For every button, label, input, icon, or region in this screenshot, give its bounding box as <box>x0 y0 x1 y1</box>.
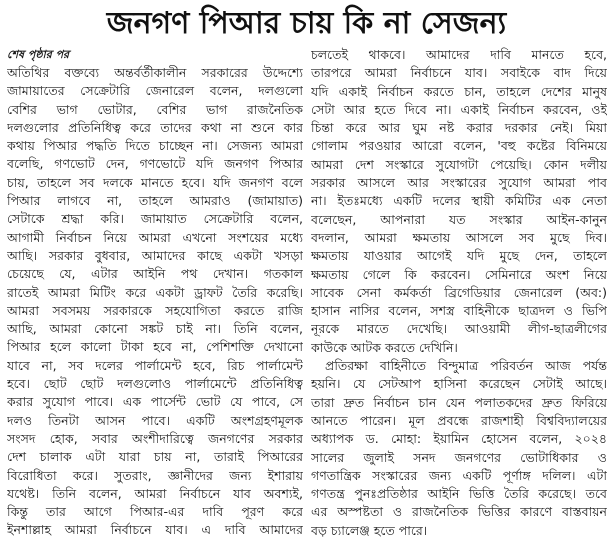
article-text-line: কিন্তু তার আগে পিআর-এর দাবি পূরণ করে <box>7 504 303 520</box>
article-text-line: সালের জুলাই সনদ জনগণের ভোটাধিকার ও <box>311 449 607 465</box>
article-text-line: দলও তিনটা আসন পাবে। একটি অংশগ্রহণমূলক <box>7 412 303 428</box>
article-text-line: চেয়েছে যে, এটার আইনি পথ দেখান। গতকাল <box>7 266 303 282</box>
article-text-line: সেটা আর হতে দিবে না। একাই নির্বাচন করবেন, ওই <box>311 101 607 117</box>
article-column-right <box>311 46 607 540</box>
article-column-left <box>7 46 303 540</box>
article-text-line: এর অস্পষ্টতা ও রাজনৈতিক ভিত্তির কারণে বাস্তবায়ন <box>311 504 607 520</box>
article-text-line: করার সুযোগ পাবে। এক পার্সেন্ট ভোট যে পাবে, সে <box>7 394 303 410</box>
article-text-line: আনতে পারেন। মূল প্রবন্ধে রাজশাহী বিশ্ববিদ্যালয়ের <box>311 412 607 428</box>
article-text-line: নূরকে মারতে দেখেছি। আওয়ামী লীগ-ছাত্রলীগের <box>311 321 607 337</box>
article-text-line: যাবে না, সব দলের পার্লামেন্ট হবে, রিচ পার্লামেন্ট <box>7 357 303 373</box>
article-text-line: বদলান, আমরা ক্ষমতায় আসলে সব মুছে দিব। <box>311 229 607 245</box>
article-text-line: ইনশাল্লাহ আমরা নির্বাচনে যাব। এ দাবি আমাদের <box>7 522 303 538</box>
article-text-line: সেটাকে শ্রদ্ধা করি। জামায়াত সেক্রেটারি বলেন, <box>7 211 303 227</box>
article-text-line: বেশির ভাগ ভোটার, বেশির ভাগ রাজনৈতিক <box>7 101 303 117</box>
article-text-line: চলতেই থাকবে। আমাদের দাবি মানতে হবে, <box>311 47 607 62</box>
article-text-line: কাউকে আটক করতে দেখিনি। <box>311 339 458 355</box>
article-text-line: গণতান্ত্রিক সংস্কারের জন্য একটি পূর্ণাঙ্গ দলিল। এটা <box>311 467 607 483</box>
article-text-line: আগামী নির্বাচন নিয়ে আমরা এখনো সংশয়ের মধ্যে <box>7 229 303 245</box>
article-text-line: অধ্যাপক ড. মোহা: ইয়ামিন হোসেন বলেন, ২০২৪ <box>311 431 607 447</box>
article-text-line: আমরা সবসময় সরকারকে সহযোগিতা করতে রাজি <box>7 302 303 318</box>
article-text-line: চায়, তাহলে সব দলকে মানতে হবে। যদি জনগণ বলে <box>7 174 303 190</box>
article-text-line: বিরোধিতা করে। সুতরাং, জ্ঞানীদের জন্য ইশারায় <box>7 467 303 483</box>
article-text-line: হয়নি। যে সেটআপ হাসিনা করেছেন সেটাই আছে। <box>311 376 607 392</box>
article-text-line: রাতেই আমরা মিটিং করে একটা ড্রাফট তৈরি করেছি। <box>7 284 303 300</box>
article-text-line: কথায় পিআর পদ্ধতি দিতে চাচ্ছেন না। সেজন্য আমরা <box>7 138 303 154</box>
article-text-line: সরকার আসলে আর সংস্কারের সুযোগ আমরা পাব <box>311 175 607 191</box>
continued-from-label: শেষ পৃষ্ঠার পর <box>7 48 70 61</box>
article-text-line: অতিথির বক্তব্যে অন্তর্বর্তীকালীন সরকারের উদ্দেশ্যে <box>7 65 303 80</box>
article-text-line: হাসান নাসির বলেন, সশস্ত্র বাহিনীকে ছাত্রদল ও ভিপি <box>311 303 607 319</box>
article-text-line: আছি। সরকার বুধবার, আমাদের কাছে একটা খসড়া <box>7 247 303 263</box>
article-text-line: ক্ষমতায় গেলে কি করবেন। সেমিনারে অংশ নিয়ে <box>311 266 607 282</box>
article-text-line: প্রতিরক্ষা বাহিনীতে বিন্দুমাত্র পরিবর্তন আজ পর্যন্ত <box>325 358 607 374</box>
article-text-line: পিআর হলে কালো টাকা হবে না, পেশিশক্তি দেখানো <box>7 339 303 355</box>
article-text-line: আছি, আমরা কোনো সঙ্কট চাই না। তিনি বলেন, <box>7 321 303 337</box>
article-text-line: বলেছেন, আপনারা যত সংস্কার আইন-কানুন <box>311 211 607 227</box>
article-text-line: গণতন্ত্র পুনঃপ্রতিষ্ঠার আইনি ভিত্তি তৈরি করেছে। তবে <box>311 486 607 502</box>
article-text-line: জামায়াতের সেক্রেটারি জেনারেল বলেন, দলগুলো <box>7 83 303 99</box>
article-text-line: তারপরে আমরা নির্বাচনে যাব। সবাইকে বাদ দিয়ে <box>311 65 607 81</box>
article-text-line: সাবেক সেনা কর্মকর্তা ব্রিগেডিয়ার জেনারেল (অব:) <box>311 284 607 300</box>
article-text-line: দেশ চালাক এটা যারা চায় না, তারাই পিআরের <box>7 449 303 465</box>
article-text-line: যদি একাই নির্বাচন করতে চান, তাহলে দেশের মানুষ <box>311 83 607 99</box>
article-text-line: হবে। ছোট ছোট দলগুলোও পার্লামেন্টে প্রতিনিধিত্ব <box>7 376 303 392</box>
article-text-line: ক্ষমতায় যাওয়ার আগেই যদি মুছে দেন, তাহলে <box>311 248 607 264</box>
article-text-line: তারা দ্রুত নির্বাচন চান যেন পলাতকদের দ্রুত ফিরিয়ে <box>311 394 607 410</box>
article-text-line: দলগুলোর প্রতিনিধিত্ব করে তাদের কথা না শুনে কার <box>7 119 303 135</box>
article-text-line: পিআর লাগবে না, তাহলে আমরাও (জামায়াত) <box>7 193 303 209</box>
article-text-line: চিন্তা করে আর ঘুম নষ্ট করার দরকার নেই। মিয়া <box>311 120 607 136</box>
article-text-line: গোলাম পরওয়ার আরো বলেন, 'বহু কষ্টের বিনিময়ে <box>311 138 607 154</box>
headline: জনগণ পিআর চায় কি না সেজন্য <box>106 6 507 41</box>
article-text-line: না। ইতঃমধ্যে একটি দলের স্থায়ী কমিটির এক নেতা <box>311 193 607 209</box>
article-text-line: বলেছি, গণভোট দেন, গণভোটে যদি জনগণ পিআর <box>7 156 303 172</box>
article-text-line: আমরা দেশ সংস্কারে সুযোগটা পেয়েছি। কোন দলীয় <box>311 156 607 172</box>
article-text-line: বড় চ্যালেঞ্জ হতে পারে। <box>311 522 428 538</box>
article-text-line: সংসদ হোক, সবার অংশীদারিত্বে জনগণের সরকার <box>7 430 303 446</box>
article-text-line: যথেষ্ট। তিনি বলেন, আমরা নির্বাচনে যাব অবশ্যই, <box>7 485 303 501</box>
